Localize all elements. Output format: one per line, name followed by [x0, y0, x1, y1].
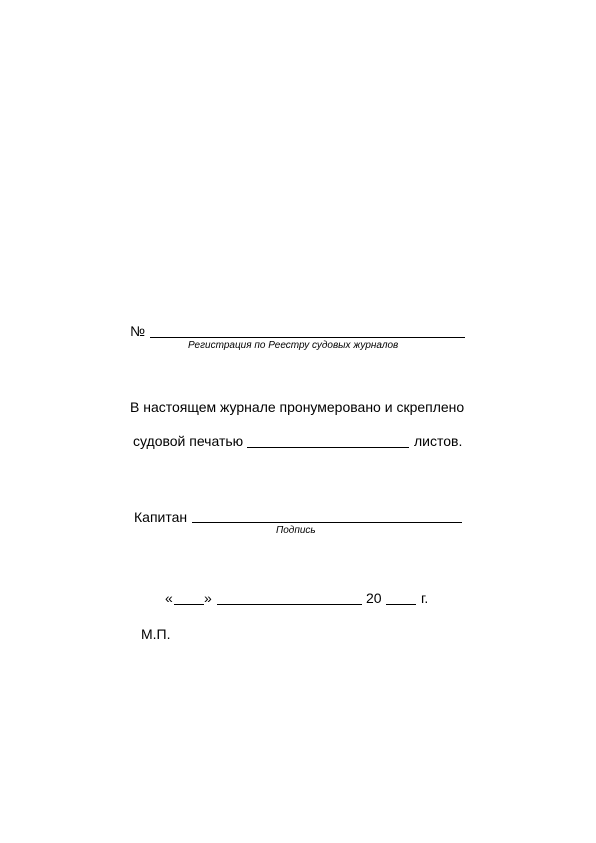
- date-year-field[interactable]: [386, 604, 416, 605]
- signature-caption: Подпись: [276, 525, 316, 536]
- sheet-count-field[interactable]: [247, 447, 409, 448]
- registration-number-field[interactable]: [150, 337, 465, 338]
- date-open-quote: «: [165, 590, 173, 606]
- registration-caption: Регистрация по Реестру судовых журналов: [188, 340, 399, 351]
- date-day-field[interactable]: [174, 604, 204, 605]
- seal-place-label: М.П.: [141, 626, 171, 642]
- date-month-field[interactable]: [217, 604, 362, 605]
- captain-label: Капитан: [134, 509, 188, 525]
- date-year-suffix: г.: [421, 590, 429, 606]
- captain-signature-field[interactable]: [192, 522, 462, 523]
- certification-line-2-suffix: листов.: [414, 433, 463, 449]
- date-close-quote: »: [204, 590, 212, 606]
- date-year-prefix: 20: [366, 590, 382, 606]
- number-sign: №: [130, 323, 146, 339]
- certification-line-2-prefix: судовой печатью: [133, 433, 244, 449]
- certification-line-1: В настоящем журнале пронумеровано и скреплено: [130, 399, 465, 415]
